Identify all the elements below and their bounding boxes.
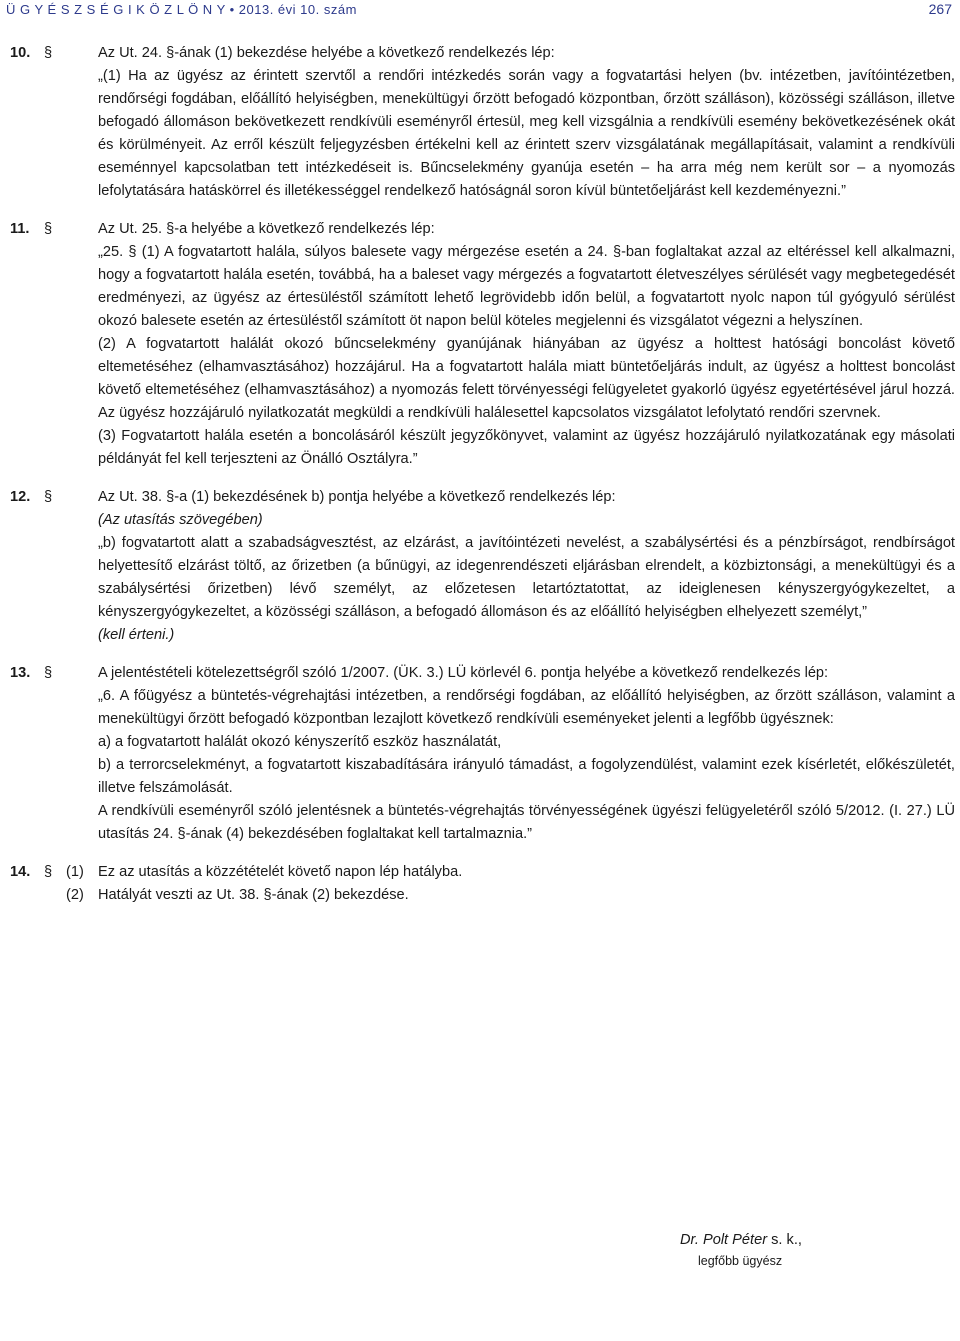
- section-sign: §: [44, 665, 53, 681]
- section-number: 12.: [10, 489, 31, 505]
- journal-title: Ü G Y É S Z S É G I K Ö Z L Ö N Y • 2013. évi 10. szám: [6, 2, 357, 17]
- section-number: 11.: [10, 221, 30, 237]
- item-label: (1): [66, 864, 84, 880]
- section-body: „(1) Ha az ügyész az érintett szervtől a rendőri intézkedés során vagy a fogvatartási helyen (bv. intézetben, javítóintézetben, rendőrségi fogdában, előállító helyiségben, menekültügyi őrzött befogadó központban, őrzött szálláson), közösségi szálláson, illetve befogadó állomáson bekövetkezett rendkívüli eseményről értesül, meg kell vizsgálnia a rendkívüli esemény bekövetkezésének okát és körülményeit. Az erről készült feljegyzésben értékelni kell az érintett szerv vizsgálatának megállapításait, valamint a rendkívüli eseménnyel kapcsolatban tett intézkedéseit is. Bűncselekmény gyanúja esetén – ha arra még nem került sor – a nyomozás lefolytatására hatáskörrel és illetékességgel rendelkező hatóságnál soron kívül büntetőeljárást kell kezdeményezni.”: [98, 68, 955, 199]
- section-intro: Az Ut. 24. §-ának (1) bekezdése helyébe a következő rendelkezés lép:: [98, 45, 555, 61]
- section-sign: §: [44, 45, 53, 61]
- paragraph-1: „25. § (1) A fogvatartott halála, súlyos balesete vagy mérgezése esetén a 24. §-ban foglaltakat azzal az eltéréssel kell alkalmazni, hogy a fogvatartott halála esetén, továbbá, ha a baleset vagy mérgezés a fogvatartott életveszélyes sérülését vagy megbetegedését eredményezi, az ügyész az értesüléstől számított lehető legrövidebb időn belül, a fogvatartott nyolc napon túl gyógyuló sérülést okozó balesete esetén az értesüléstől számított öt napon belül köteles megjelenni és vizsgálatot végezni a helyszínen.: [98, 244, 955, 329]
- item-text: Ez az utasítás a közzétételét követő napon lép hatályba.: [98, 864, 463, 880]
- section-sign: §: [44, 221, 53, 237]
- section-number: 10.: [10, 45, 31, 61]
- point-a: a) a fogvatartott halálát okozó kényszerítő eszköz használatát,: [98, 734, 502, 750]
- paragraph-2: A rendkívüli eseményről szóló jelentésnek a büntetés-végrehajtás törvényességének ügyészi felügyeletéről szóló 5/2012. (I. 27.) LÜ utasítás 24. §-ának (4) bekezdésében foglaltakat kell tartalmaznia.”: [98, 803, 955, 842]
- section-intro: A jelentéstételi kötelezettségről szóló 1/2007. (ÜK. 3.) LÜ körlevél 6. pontja helyébe a következő rendelkezés lép:: [98, 665, 829, 681]
- section-10: [10, 42, 955, 203]
- section-12: [10, 486, 955, 647]
- paragraph-2: (2) A fogvatartott halálát okozó bűncselekmény gyanújának hiányában az ügyész a holttest hatósági boncolást követő eltemetéséhez (elhamvasztásához) hozzájárul. Ha a fogvatartott halála miatt büntetőeljárás indult, az ügyész a holttest boncolást követő eltemetéséhez (elhamvasztásához) a nyomozás felett törvényességi felügyeletet gyakorló ügyész egyetértésével járul hozzá. Az ügyész hozzájáruló nyilatkozatát megküldi a rendkívüli halálesettel kapcsolatos vizsgálatot lefolytató rendőri szervnek.: [98, 336, 955, 421]
- page-header: [6, 0, 952, 20]
- paragraph-3: (3) Fogvatartott halála esetén a boncolásáról készült jegyzőkönyvet, valamint az ügyész hozzájáruló nyilatkozatának egy másolati példányát fel kell terjeszteni az Önálló Osztályra.”: [98, 428, 955, 467]
- page-number: 267: [928, 1, 952, 17]
- section-sign: §: [44, 489, 53, 505]
- signer-name: Dr. Polt Péter: [680, 1232, 768, 1248]
- item-label: (2): [66, 887, 84, 903]
- section-number: 13.: [10, 665, 31, 681]
- point-b: b) a terrorcselekményt, a fogvatartott kiszabadítására irányuló támadást, a fogolyzendülést, valamint ezek kísérletét, előkészületét, illetve felszámolását.: [98, 757, 955, 796]
- section-intro: Az Ut. 25. §-a helyébe a következő rendelkezés lép:: [98, 221, 435, 237]
- list-item: [66, 861, 955, 884]
- italic-closing: (kell érteni.): [98, 627, 175, 643]
- section-13: [10, 662, 955, 846]
- signer-role: legfőbb ügyész: [698, 1254, 783, 1268]
- section-11: [10, 218, 955, 471]
- item-text: Hatályát veszti az Ut. 38. §-ának (2) bekezdése.: [98, 887, 409, 903]
- section-body: „b) fogvatartott alatt a szabadságvesztést, az elzárást, a javítóintézeti nevelést, a szabálysértési és a pénzbírságot, rendbírságot helyettesítő elzárást töltő, az őrizetben (a bűnügyi, az idegenrendészeti eljárásban elrendelt, a közbiztonsági, a menekültügyi és a szabálysértési őrizetben) lévő személyt, az előzetesen letartóztatottat, az ideiglenesen kényszergyógykezeltet, a kényszergyógykezeltet, a közösségi szálláson, a befogadó állomáson és az előállító helyiségben elhelyezett személyt,”: [98, 535, 955, 620]
- signer-suffix: s. k.,: [767, 1232, 802, 1248]
- section-number: 14.: [10, 864, 31, 880]
- paragraph-1: „6. A főügyész a büntetés-végrehajtási intézetben, a rendőrségi fogdában, az előállító helyiségben, az őrzött szálláson, valamint a menekültügyi őrzött befogadó központban lezajlott következő rendkívüli eseményeket jelenti a legfőbb ügyésznek:: [98, 688, 955, 727]
- section-intro: Az Ut. 38. §-a (1) bekezdésének b) pontja helyébe a következő rendelkezés lép:: [98, 489, 616, 505]
- section-sign: §: [44, 864, 53, 880]
- document-body: [10, 42, 955, 922]
- list-item: [66, 884, 955, 907]
- signature-block: [680, 1230, 802, 1272]
- italic-opening: (Az utasítás szövegében): [98, 512, 263, 528]
- section-14: [10, 861, 955, 907]
